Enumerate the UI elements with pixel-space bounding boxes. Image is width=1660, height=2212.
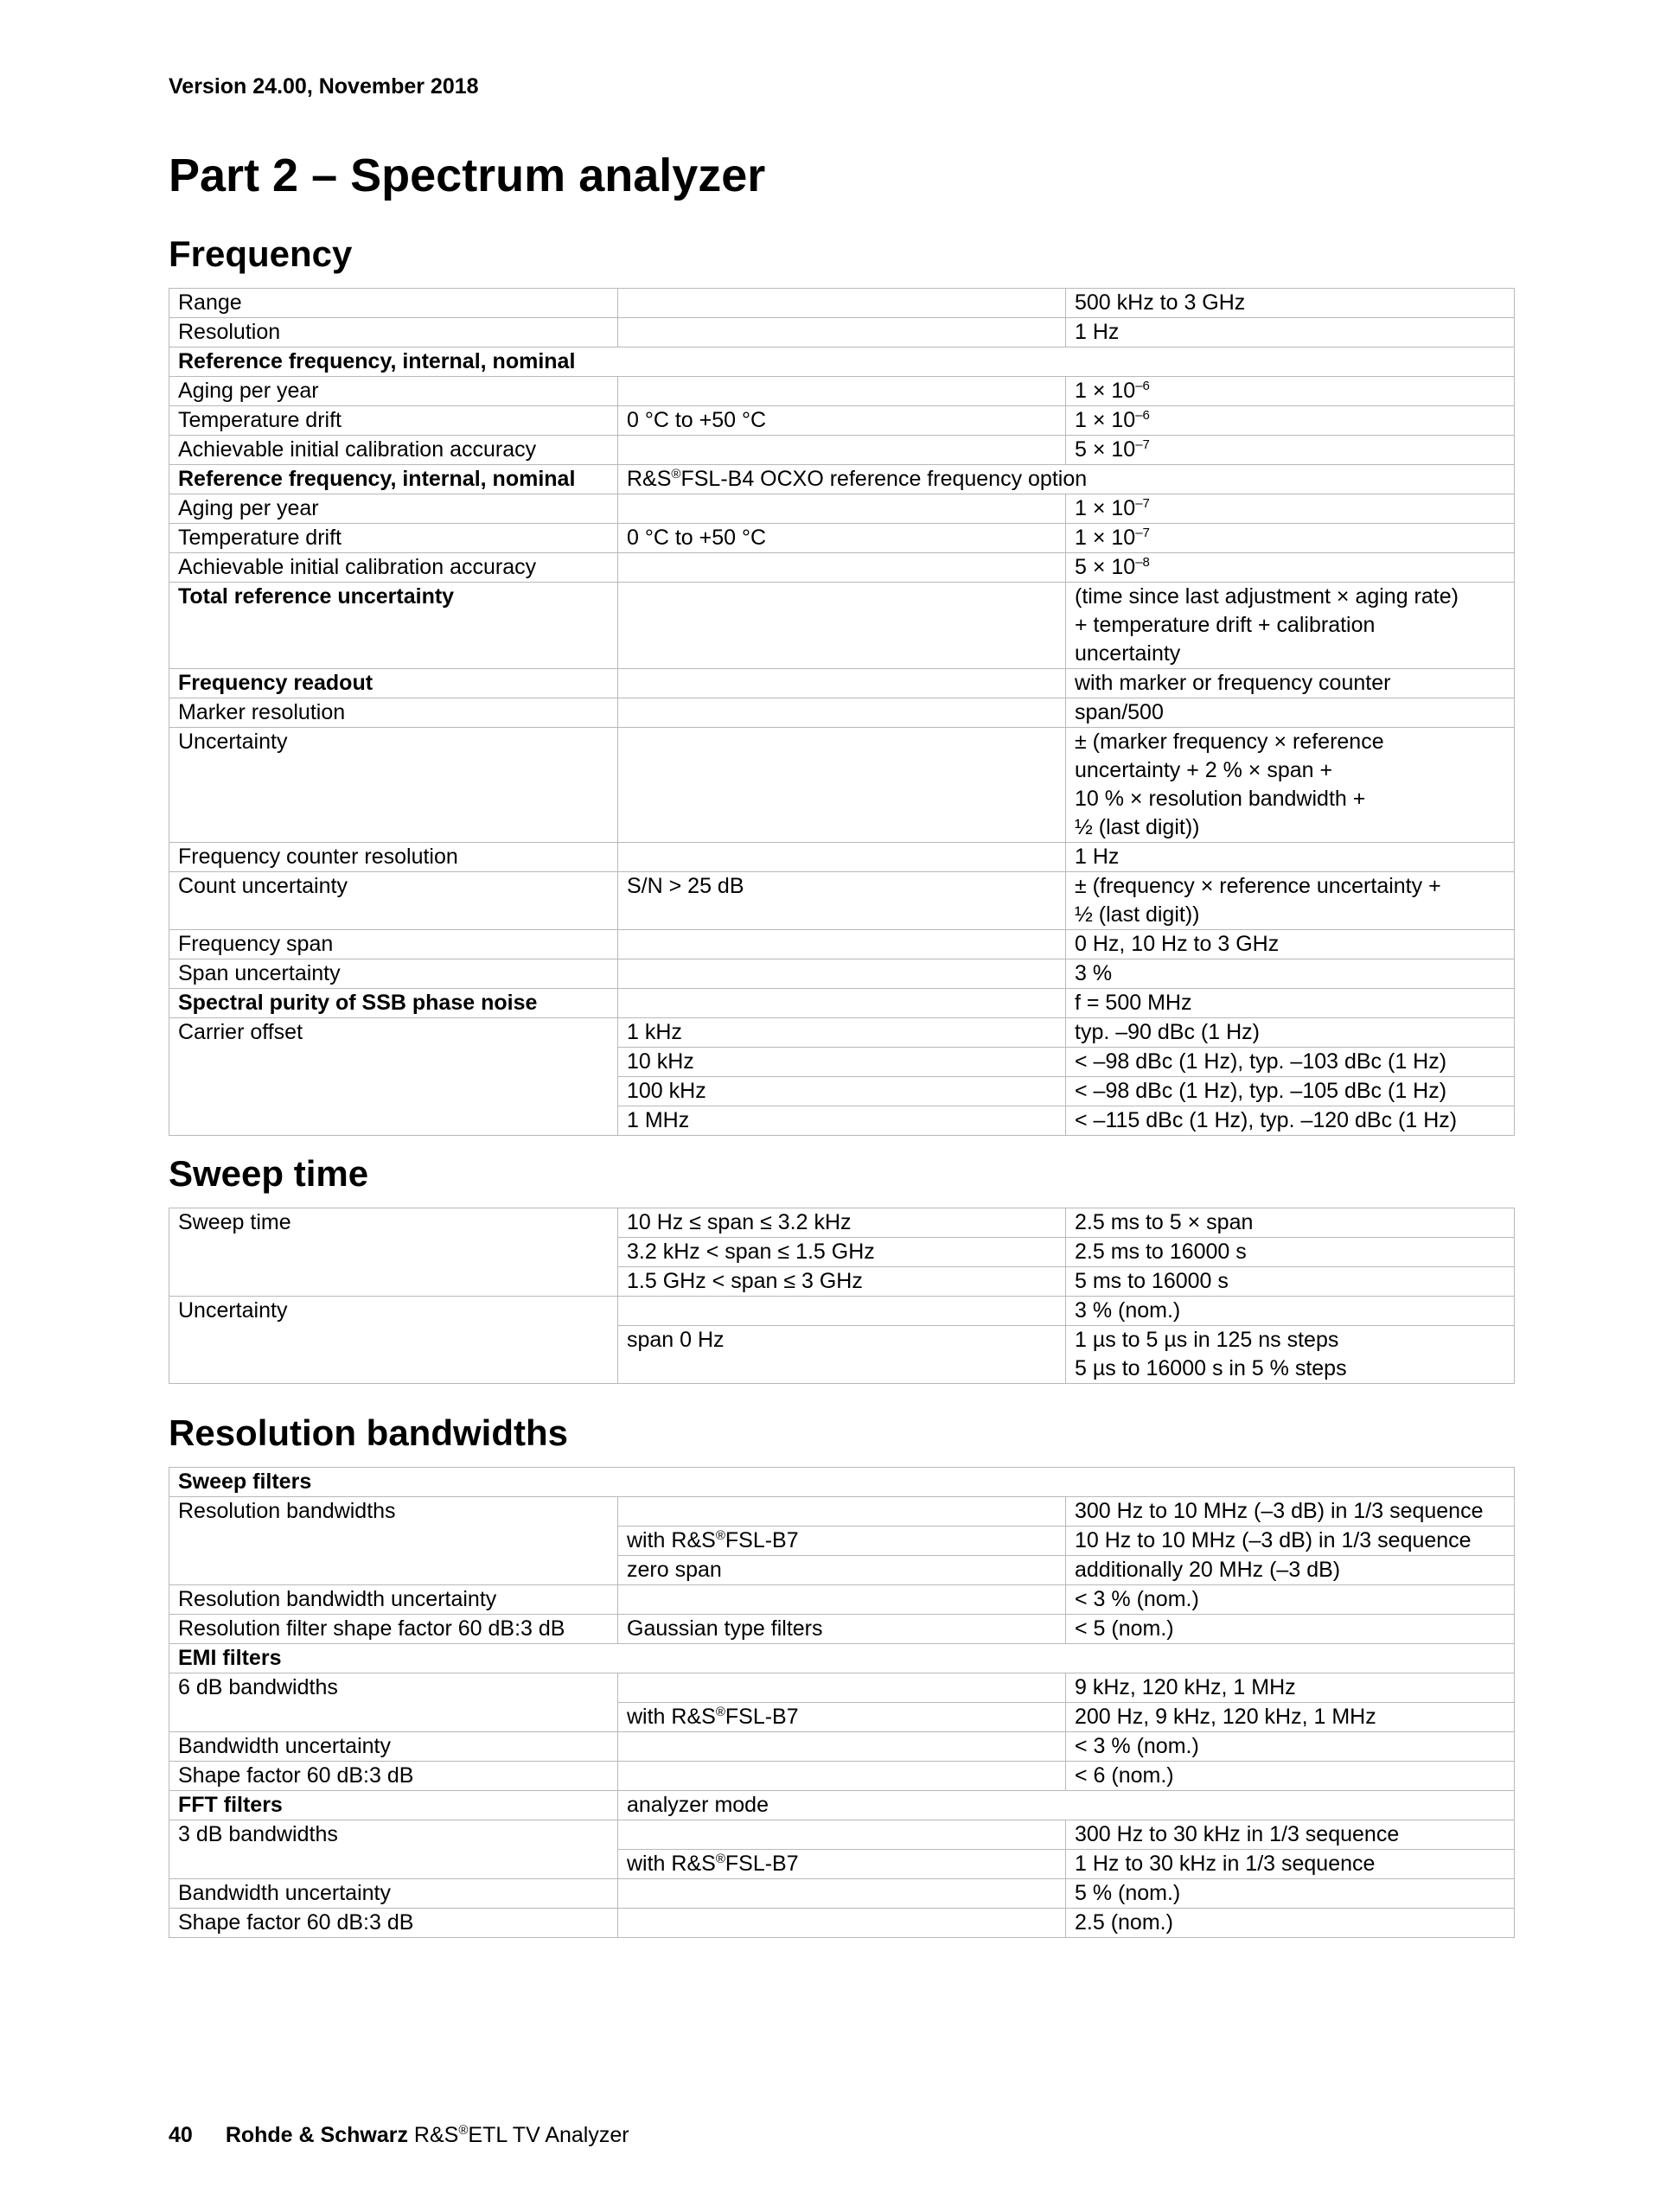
table-row bbox=[169, 465, 1515, 494]
spec-condition: span 0 Hz bbox=[618, 1326, 1066, 1384]
spec-condition bbox=[618, 1762, 1066, 1791]
page-footer bbox=[169, 2123, 629, 2148]
spec-label: Bandwidth uncertainty bbox=[169, 1732, 618, 1762]
table-row bbox=[169, 1208, 1515, 1238]
spec-value: 9 kHz, 120 kHz, 1 MHz bbox=[1066, 1673, 1515, 1703]
spec-condition: Gaussian type filters bbox=[618, 1615, 1066, 1644]
spec-group-heading: FFT filters bbox=[169, 1791, 618, 1820]
spec-condition bbox=[618, 669, 1066, 698]
spec-label: Frequency counter resolution bbox=[169, 843, 618, 872]
spec-condition bbox=[618, 583, 1066, 669]
spec-condition bbox=[618, 1909, 1066, 1938]
spec-value: $1 \times 10^{-7}$ bbox=[1066, 524, 1515, 553]
section-title-frequency: Frequency bbox=[169, 233, 353, 274]
table-row bbox=[169, 669, 1515, 698]
table-row bbox=[169, 377, 1515, 406]
spec-value: ± (marker frequency × reference uncertainty + 2 % × span + 10 % × resolution bandwidth + ½ (last digit)) bbox=[1066, 728, 1515, 843]
spec-condition: with R&S®FSL-B7 bbox=[618, 1527, 1066, 1556]
table-row bbox=[169, 436, 1515, 465]
table-row bbox=[169, 872, 1515, 930]
spec-condition: with R&S®FSL-B7 bbox=[618, 1850, 1066, 1879]
table-row bbox=[169, 524, 1515, 553]
spec-label: Uncertainty bbox=[169, 728, 618, 843]
spec-value: with marker or frequency counter bbox=[1066, 669, 1515, 698]
spec-value: 3 % (nom.) bbox=[1066, 1297, 1515, 1326]
spec-value: 10 Hz to 10 MHz (–3 dB) in 1/3 sequence bbox=[1066, 1527, 1515, 1556]
spec-condition bbox=[618, 1497, 1066, 1527]
spec-condition: 0 °C to +50 °C bbox=[618, 406, 1066, 436]
spec-label: Resolution bandwidth uncertainty bbox=[169, 1585, 618, 1615]
version-header: Version 24.00, November 2018 bbox=[169, 74, 479, 99]
spec-value: 1 Hz bbox=[1066, 843, 1515, 872]
spec-label: Bandwidth uncertainty bbox=[169, 1879, 618, 1909]
spec-value: 200 Hz, 9 kHz, 120 kHz, 1 MHz bbox=[1066, 1703, 1515, 1732]
spec-value: 2.5 (nom.) bbox=[1066, 1909, 1515, 1938]
spec-label: Span uncertainty bbox=[169, 959, 618, 989]
spec-value: < –115 dBc (1 Hz), typ. –120 dBc (1 Hz) bbox=[1066, 1106, 1515, 1136]
spec-value: $1 \times 10^{-7}$ bbox=[1066, 494, 1515, 524]
table-row bbox=[169, 583, 1515, 669]
frequency-table bbox=[169, 288, 1515, 1136]
spec-value: < –98 dBc (1 Hz), typ. –105 dBc (1 Hz) bbox=[1066, 1077, 1515, 1106]
table-row bbox=[169, 553, 1515, 583]
spec-condition bbox=[618, 436, 1066, 465]
spec-condition: analyzer mode bbox=[618, 1791, 1515, 1820]
spec-label: Aging per year bbox=[169, 494, 618, 524]
spec-value: 500 kHz to 3 GHz bbox=[1066, 289, 1515, 318]
spec-label: Resolution filter shape factor 60 dB:3 dB bbox=[169, 1615, 618, 1644]
spec-label: Shape factor 60 dB:3 dB bbox=[169, 1762, 618, 1791]
spec-label: Spectral purity of SSB phase noise bbox=[169, 989, 618, 1018]
spec-value: typ. –90 dBc (1 Hz) bbox=[1066, 1018, 1515, 1048]
spec-value: 5 % (nom.) bbox=[1066, 1879, 1515, 1909]
spec-group-heading: EMI filters bbox=[169, 1644, 1515, 1673]
spec-condition bbox=[618, 930, 1066, 959]
spec-condition: 0 °C to +50 °C bbox=[618, 524, 1066, 553]
spec-label: 3 dB bandwidths bbox=[169, 1820, 618, 1879]
spec-label: Carrier offset bbox=[169, 1018, 618, 1136]
spec-label: Uncertainty bbox=[169, 1297, 618, 1384]
footer-product: R&S®ETL TV Analyzer bbox=[413, 2123, 629, 2147]
spec-label: Frequency span bbox=[169, 930, 618, 959]
spec-condition: 100 kHz bbox=[618, 1077, 1066, 1106]
table-row bbox=[169, 1909, 1515, 1938]
spec-label: Resolution bbox=[169, 318, 618, 347]
table-row bbox=[169, 1791, 1515, 1820]
spec-value: 0 Hz, 10 Hz to 3 GHz bbox=[1066, 930, 1515, 959]
spec-condition bbox=[618, 318, 1066, 347]
table-row bbox=[169, 1468, 1515, 1497]
table-row bbox=[169, 1497, 1515, 1527]
spec-condition bbox=[618, 1820, 1066, 1850]
spec-value: < 6 (nom.) bbox=[1066, 1762, 1515, 1791]
page-number: 40 bbox=[169, 2123, 193, 2147]
section-title-sweep-time: Sweep time bbox=[169, 1153, 369, 1194]
spec-condition bbox=[618, 843, 1066, 872]
spec-condition bbox=[618, 1673, 1066, 1703]
spec-label: Frequency readout bbox=[169, 669, 618, 698]
table-row bbox=[169, 318, 1515, 347]
spec-label: 6 dB bandwidths bbox=[169, 1673, 618, 1732]
spec-label: Temperature drift bbox=[169, 406, 618, 436]
sweep-time-table bbox=[169, 1208, 1515, 1384]
spec-group-heading: Reference frequency, internal, nominal bbox=[169, 465, 618, 494]
table-row bbox=[169, 1820, 1515, 1850]
spec-condition bbox=[618, 289, 1066, 318]
spec-condition bbox=[618, 1585, 1066, 1615]
table-row bbox=[169, 959, 1515, 989]
table-row bbox=[169, 1297, 1515, 1326]
spec-label: Sweep time bbox=[169, 1208, 618, 1297]
spec-condition bbox=[618, 1297, 1066, 1326]
table-row bbox=[169, 1644, 1515, 1673]
section-title-resolution-bandwidths: Resolution bandwidths bbox=[169, 1412, 568, 1453]
spec-condition: S/N > 25 dB bbox=[618, 872, 1066, 930]
spec-label: Shape factor 60 dB:3 dB bbox=[169, 1909, 618, 1938]
spec-value: < –98 dBc (1 Hz), typ. –103 dBc (1 Hz) bbox=[1066, 1048, 1515, 1077]
table-row bbox=[169, 1615, 1515, 1644]
spec-value: 3 % bbox=[1066, 959, 1515, 989]
spec-condition: 3.2 kHz < span ≤ 1.5 GHz bbox=[618, 1238, 1066, 1267]
spec-value: 2.5 ms to 16000 s bbox=[1066, 1238, 1515, 1267]
spec-value: $1 \times 10^{-6}$ bbox=[1066, 406, 1515, 436]
table-row bbox=[169, 1018, 1515, 1048]
table-row bbox=[169, 406, 1515, 436]
table-row bbox=[169, 1879, 1515, 1909]
spec-value: (time since last adjustment × aging rate) + temperature drift + calibration uncertainty bbox=[1066, 583, 1515, 669]
table-row bbox=[169, 347, 1515, 377]
table-row bbox=[169, 989, 1515, 1018]
spec-label: Achievable initial calibration accuracy bbox=[169, 436, 618, 465]
page-title: Part 2 – Spectrum analyzer bbox=[169, 150, 766, 201]
spec-value: $5 \times 10^{-7}$ bbox=[1066, 436, 1515, 465]
spec-group-heading: Sweep filters bbox=[169, 1468, 1515, 1497]
spec-value: $5 \times 10^{-8}$ bbox=[1066, 553, 1515, 583]
spec-value: additionally 20 MHz (–3 dB) bbox=[1066, 1556, 1515, 1585]
spec-label: Achievable initial calibration accuracy bbox=[169, 553, 618, 583]
spec-condition bbox=[618, 494, 1066, 524]
spec-value: < 3 % (nom.) bbox=[1066, 1585, 1515, 1615]
spec-condition: 1 kHz bbox=[618, 1018, 1066, 1048]
spec-value: f = 500 MHz bbox=[1066, 989, 1515, 1018]
spec-condition: 10 kHz bbox=[618, 1048, 1066, 1077]
spec-condition: 1.5 GHz < span ≤ 3 GHz bbox=[618, 1267, 1066, 1297]
spec-value: < 5 (nom.) bbox=[1066, 1615, 1515, 1644]
spec-value: $1 \times 10^{-6}$ bbox=[1066, 377, 1515, 406]
spec-label: Temperature drift bbox=[169, 524, 618, 553]
table-row bbox=[169, 930, 1515, 959]
spec-label: Aging per year bbox=[169, 377, 618, 406]
spec-label: Range bbox=[169, 289, 618, 318]
table-row bbox=[169, 843, 1515, 872]
spec-value: 1 µs to 5 µs in 125 ns steps 5 µs to 16000 s in 5 % steps bbox=[1066, 1326, 1515, 1384]
spec-value: 300 Hz to 30 kHz in 1/3 sequence bbox=[1066, 1820, 1515, 1850]
spec-label: Total reference uncertainty bbox=[169, 583, 618, 669]
spec-condition bbox=[618, 959, 1066, 989]
spec-condition bbox=[618, 989, 1066, 1018]
spec-value: 2.5 ms to 5 × span bbox=[1066, 1208, 1515, 1238]
spec-condition: R&S®FSL-B4 OCXO reference frequency option bbox=[618, 465, 1515, 494]
spec-condition bbox=[618, 1879, 1066, 1909]
spec-group-heading: Reference frequency, internal, nominal bbox=[169, 347, 1515, 377]
spec-condition bbox=[618, 377, 1066, 406]
footer-brand: Rohde & Schwarz bbox=[225, 2123, 408, 2147]
table-row bbox=[169, 289, 1515, 318]
table-row bbox=[169, 1762, 1515, 1791]
table-row bbox=[169, 494, 1515, 524]
table-row bbox=[169, 1673, 1515, 1703]
table-row bbox=[169, 1585, 1515, 1615]
table-row bbox=[169, 728, 1515, 843]
spec-condition bbox=[618, 698, 1066, 728]
table-row bbox=[169, 1732, 1515, 1762]
spec-label: Count uncertainty bbox=[169, 872, 618, 930]
spec-condition bbox=[618, 728, 1066, 843]
resolution-bandwidths-table bbox=[169, 1467, 1515, 1938]
spec-condition bbox=[618, 553, 1066, 583]
table-row bbox=[169, 698, 1515, 728]
spec-value: < 3 % (nom.) bbox=[1066, 1732, 1515, 1762]
spec-label: Resolution bandwidths bbox=[169, 1497, 618, 1585]
spec-value: 300 Hz to 10 MHz (–3 dB) in 1/3 sequence bbox=[1066, 1497, 1515, 1527]
spec-value: ± (frequency × reference uncertainty + ½ (last digit)) bbox=[1066, 872, 1515, 930]
spec-value: 5 ms to 16000 s bbox=[1066, 1267, 1515, 1297]
spec-value: 1 Hz bbox=[1066, 318, 1515, 347]
spec-label: Marker resolution bbox=[169, 698, 618, 728]
spec-condition: 10 Hz ≤ span ≤ 3.2 kHz bbox=[618, 1208, 1066, 1238]
spec-condition: 1 MHz bbox=[618, 1106, 1066, 1136]
spec-condition bbox=[618, 1732, 1066, 1762]
spec-condition: zero span bbox=[618, 1556, 1066, 1585]
spec-value: 1 Hz to 30 kHz in 1/3 sequence bbox=[1066, 1850, 1515, 1879]
spec-value: span/500 bbox=[1066, 698, 1515, 728]
spec-condition: with R&S®FSL-B7 bbox=[618, 1703, 1066, 1732]
